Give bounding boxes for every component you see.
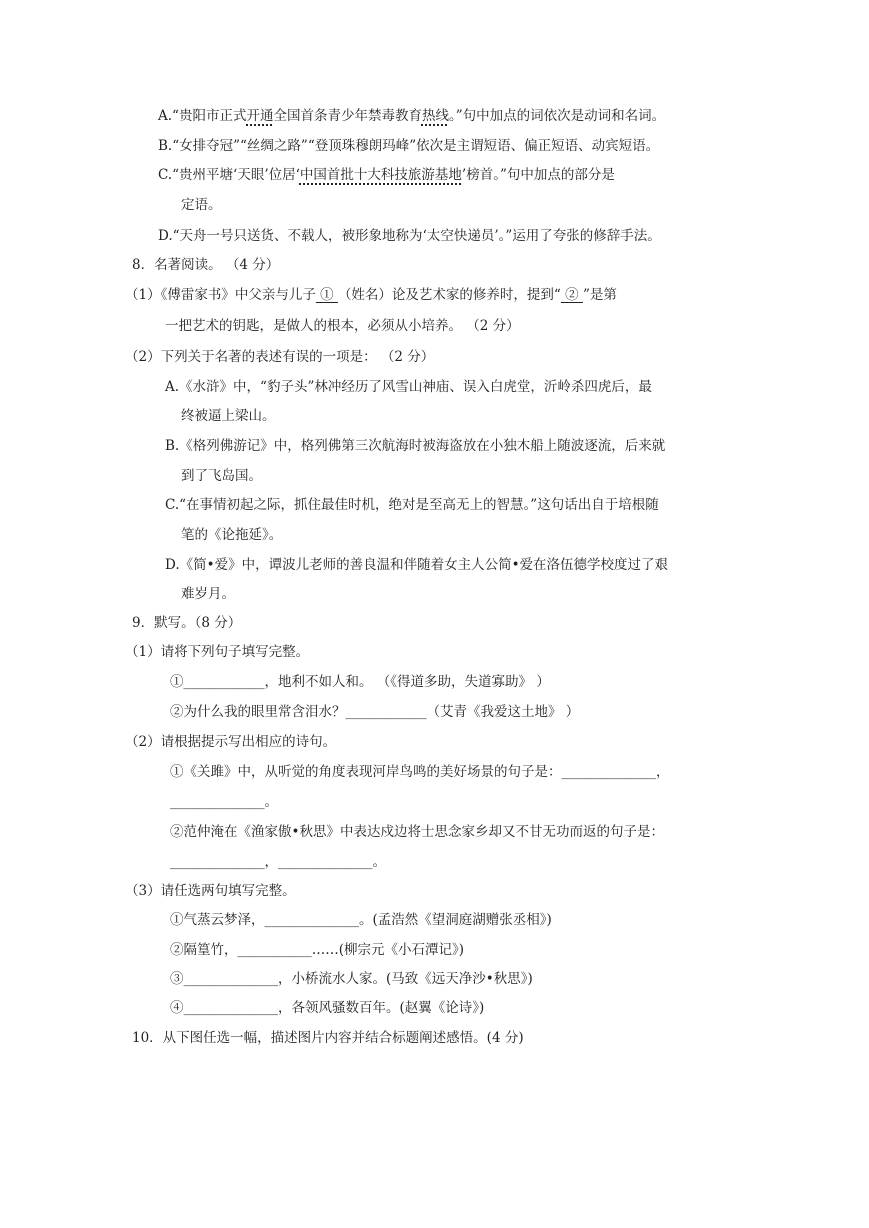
q8-2-option-d-cont: 难岁月。 bbox=[181, 586, 235, 602]
q8-2-option-c-cont: 笔的《论拖延》。 bbox=[181, 527, 283, 543]
q8-title: 8．名著阅读。 （4 分） bbox=[132, 257, 280, 273]
q8-2-option-a: A.《水浒》中，“豹子头”林冲经历了风雪山神庙、误入白虎堂，沂岭杀四虎后，最 bbox=[165, 379, 652, 395]
q9-3-stem: （3）请任选两句填写完整。 bbox=[125, 883, 296, 899]
q8-1-blank-1: ① bbox=[315, 287, 338, 303]
q9-3-item-1: ①气蒸云梦泽，______________。(孟浩然《望洞庭湖赠张丞相》) bbox=[170, 912, 552, 928]
q8-1-blank-2: ② bbox=[560, 287, 583, 303]
q8-1-text-3: ”是第 bbox=[582, 287, 617, 303]
q8-2-option-d: D.《简•爱》中，谭波儿老师的善良温和伴随着女主人公简•爱在洛伍德学校度过了艰 bbox=[165, 557, 669, 573]
q10-title: 10．从下图任选一幅，描述图片内容并结合标题阐述感悟。(4 分) bbox=[132, 1030, 524, 1046]
q8-2-stem: （2）下列关于名著的表述有误的一项是： （2 分） bbox=[125, 349, 435, 365]
q7-c-text-1: C.“贵州平塘‘天眼’位居‘ bbox=[158, 167, 300, 183]
q7-option-c-cont: 定语。 bbox=[181, 197, 222, 213]
q8-2-option-a-cont: 终被逼上梁山。 bbox=[181, 408, 276, 424]
q9-3-item-2: ②隔篁竹，___________……(柳宗元《小石潭记》) bbox=[170, 942, 465, 958]
q9-2-item-1-cont: ______________。 bbox=[170, 794, 278, 810]
q7-c-text-2: ’榜首。”句中加点的部分是 bbox=[461, 167, 615, 183]
q7-option-a bbox=[158, 108, 665, 125]
q9-3-item-4: ④______________，各领风骚数百年。(赵翼《论诗》) bbox=[170, 1000, 485, 1016]
q8-2-option-b-cont: 到了飞岛国。 bbox=[181, 468, 262, 484]
q8-1-stem-cont: 一把艺术的钥匙，是做人的根本，必须从小培养。 （2 分） bbox=[165, 318, 520, 334]
q7-a-text-2: 全国首条青少年禁毒教育 bbox=[273, 108, 422, 124]
q9-3-item-3: ③______________，小桥流水人家。(马致《远天净沙•秋思》) bbox=[170, 971, 533, 987]
q8-1-text-2: （姓名）论及艺术家的修养时，提到“ bbox=[337, 287, 561, 303]
q7-c-dotted-phrase: 中国首批十大科技旅游基地 bbox=[299, 167, 462, 183]
q7-option-b: B.“女排夺冠”“丝绸之路”“登顶珠穆朗玛峰”依次是主谓短语、偏正短语、动宾短语。 bbox=[158, 138, 660, 154]
q7-a-text-3: 。”句中加点的词依次是动词和名词。 bbox=[448, 108, 666, 124]
q9-title: 9．默写。（8 分） bbox=[132, 615, 242, 631]
q9-2-stem: （2）请根据提示写出相应的诗句。 bbox=[125, 734, 337, 750]
q7-a-dotted-word-1: 开通 bbox=[246, 108, 274, 124]
q9-1-item-1: ①____________，地利不如人和。 （《得道多助，失道寡助》 ） bbox=[170, 674, 550, 690]
q8-2-option-b: B.《格列佛游记》中，格列佛第三次航海时被海盗放在小独木船上随波逐流，后来就 bbox=[165, 438, 666, 454]
q7-a-text-1: A.“贵阳市正式 bbox=[158, 108, 247, 124]
q9-2-item-2-cont: ______________，______________。 bbox=[170, 854, 386, 870]
q9-1-item-2: ②为什么我的眼里常含泪水？____________（艾青《我爱这土地》 ） bbox=[170, 704, 580, 720]
q8-2-option-c: C.“在事情初起之际，抓住最佳时机，绝对是至高无上的智慧。”这句话出自于培根随 bbox=[165, 497, 659, 513]
q9-2-item-1: ①《关雎》中，从听觉的角度表现河岸鸟鸣的美好场景的句子是：______________， bbox=[170, 764, 670, 780]
q7-option-d: D.“天舟一号只送货、不载人，被形象地称为‘太空快递员’。”运用了夸张的修辞手法。 bbox=[158, 228, 661, 244]
q7-a-dotted-word-2: 热线 bbox=[421, 108, 449, 124]
q8-1-text-1: （1）《傅雷家书》中父亲与儿子 bbox=[125, 287, 316, 303]
q9-2-item-2: ②范仲淹在《渔家傲•秋思》中表达戍边将士思念家乡却又不甘无功而返的句子是： bbox=[170, 824, 664, 840]
q7-option-c bbox=[158, 167, 615, 184]
q8-1-stem bbox=[125, 287, 617, 304]
q9-1-stem: （1）请将下列句子填写完整。 bbox=[125, 644, 310, 660]
